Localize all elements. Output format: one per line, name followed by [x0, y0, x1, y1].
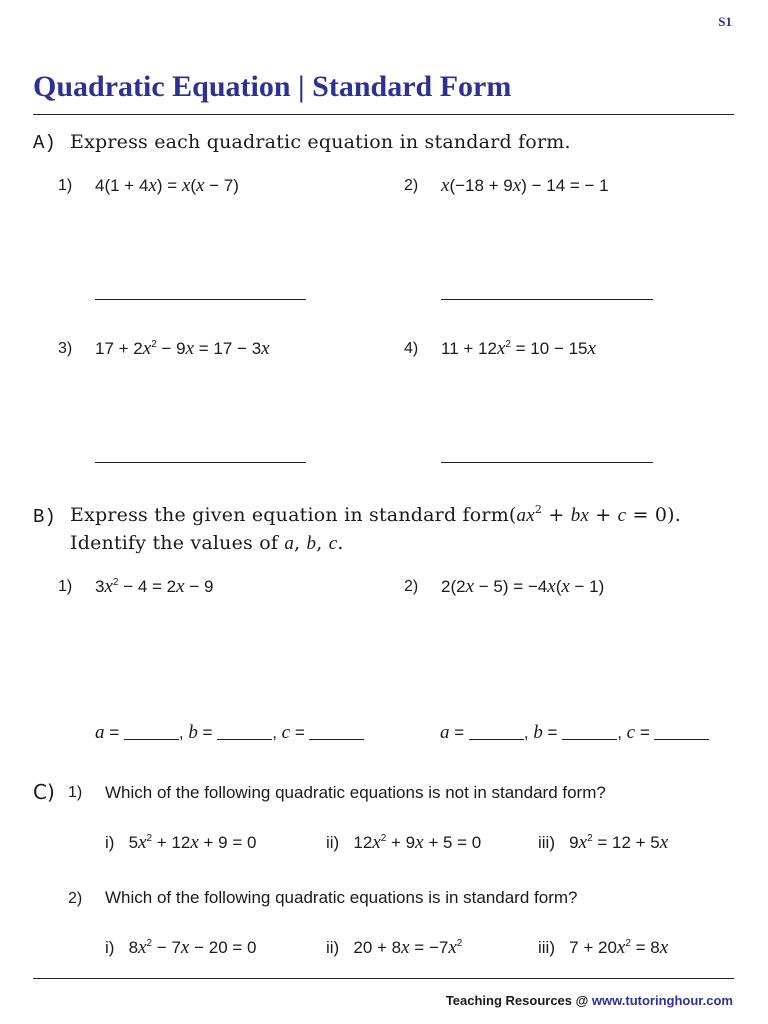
- a-blank[interactable]: [124, 725, 179, 740]
- c-question-2-number: 2): [68, 890, 83, 907]
- b-problem-1-abc-blanks: a = , b = , c =: [95, 722, 364, 744]
- section-b-instruction-line-2: Identify the values of a, b, c.: [70, 532, 344, 554]
- c-question-1-text: Which of the following quadratic equations is not in standard form?: [105, 783, 606, 802]
- c-q1-option-iii[interactable]: iii) $9x^2 = 12 + 5x$: [538, 832, 669, 853]
- a-problem-3-number: 3): [58, 340, 73, 357]
- section-a-instruction: Express each quadratic equation in standard form.: [70, 131, 571, 153]
- b-blank[interactable]: [562, 725, 617, 740]
- c-q1-option-i[interactable]: i) $5x^2 + 12x + 9 = 0$: [105, 832, 257, 853]
- a-problem-1-number: 1): [58, 177, 73, 194]
- b-problem-2-abc-blanks: a = , b = , c =: [440, 722, 709, 744]
- c-question-2-text: Which of the following quadratic equations is in standard form?: [105, 888, 578, 907]
- footer: [446, 993, 733, 1008]
- a-problem-1-equation: 4(1 + 4x) = x(x − 7): [95, 175, 239, 196]
- a-problem-3-answer-line[interactable]: [95, 462, 306, 463]
- c-question-1-number: 1): [68, 784, 83, 801]
- a-problem-1-answer-line[interactable]: [95, 299, 306, 300]
- b-problem-2-equation: 2(2x − 5) = −4x(x − 1): [441, 576, 605, 597]
- c-q1-option-ii[interactable]: ii) $12x^2 + 9x + 5 = 0$: [326, 832, 482, 853]
- a-blank[interactable]: [469, 725, 524, 740]
- c-blank[interactable]: [654, 725, 709, 740]
- a-problem-4-equation: $11 + 12x^2 = 10 - 15x$: [441, 338, 596, 359]
- a-problem-2-answer-line[interactable]: [441, 299, 653, 300]
- b-blank[interactable]: [217, 725, 272, 740]
- b-problem-1-equation: $3x^2 - 4 = 2x - 9$: [95, 576, 214, 597]
- c-q2-option-i[interactable]: i) $8x^2 - 7x - 20 = 0$: [105, 937, 257, 958]
- footer-divider: [33, 978, 734, 979]
- section-b-instruction-line-1: Express the given equation in standard $form(ax^2$ + bx + c = 0).: [70, 503, 682, 526]
- a-problem-3-equation: $17 + 2x^2 - 9x = 17 - 3x$: [95, 338, 270, 359]
- a-problem-4-number: 4): [404, 340, 419, 357]
- c-q2-option-ii[interactable]: ii) $20 + 8x = -7x^2$: [326, 937, 463, 958]
- title-divider: [33, 114, 734, 115]
- a-problem-2-number: 2): [404, 177, 419, 194]
- section-a-letter: A): [33, 132, 56, 154]
- section-b-letter: B): [33, 506, 56, 528]
- a-problem-4-answer-line[interactable]: [441, 462, 653, 463]
- page-code: S1: [718, 14, 732, 29]
- c-blank[interactable]: [309, 725, 364, 740]
- section-c-letter: C): [33, 780, 55, 804]
- b-problem-2-number: 2): [404, 578, 419, 595]
- b-problem-1-number: 1): [58, 578, 73, 595]
- footer-label: Teaching Resources @: [445, 993, 592, 1008]
- c-q2-option-iii[interactable]: iii) $7 + 20x^2 = 8x$: [538, 937, 669, 958]
- a-problem-2-equation: x(−18 + 9x) − 14 = − 1: [441, 175, 609, 196]
- footer-url-link[interactable]: www.tutoringhour.com: [591, 993, 733, 1008]
- page-title: Quadratic Equation | Standard Form: [33, 70, 512, 103]
